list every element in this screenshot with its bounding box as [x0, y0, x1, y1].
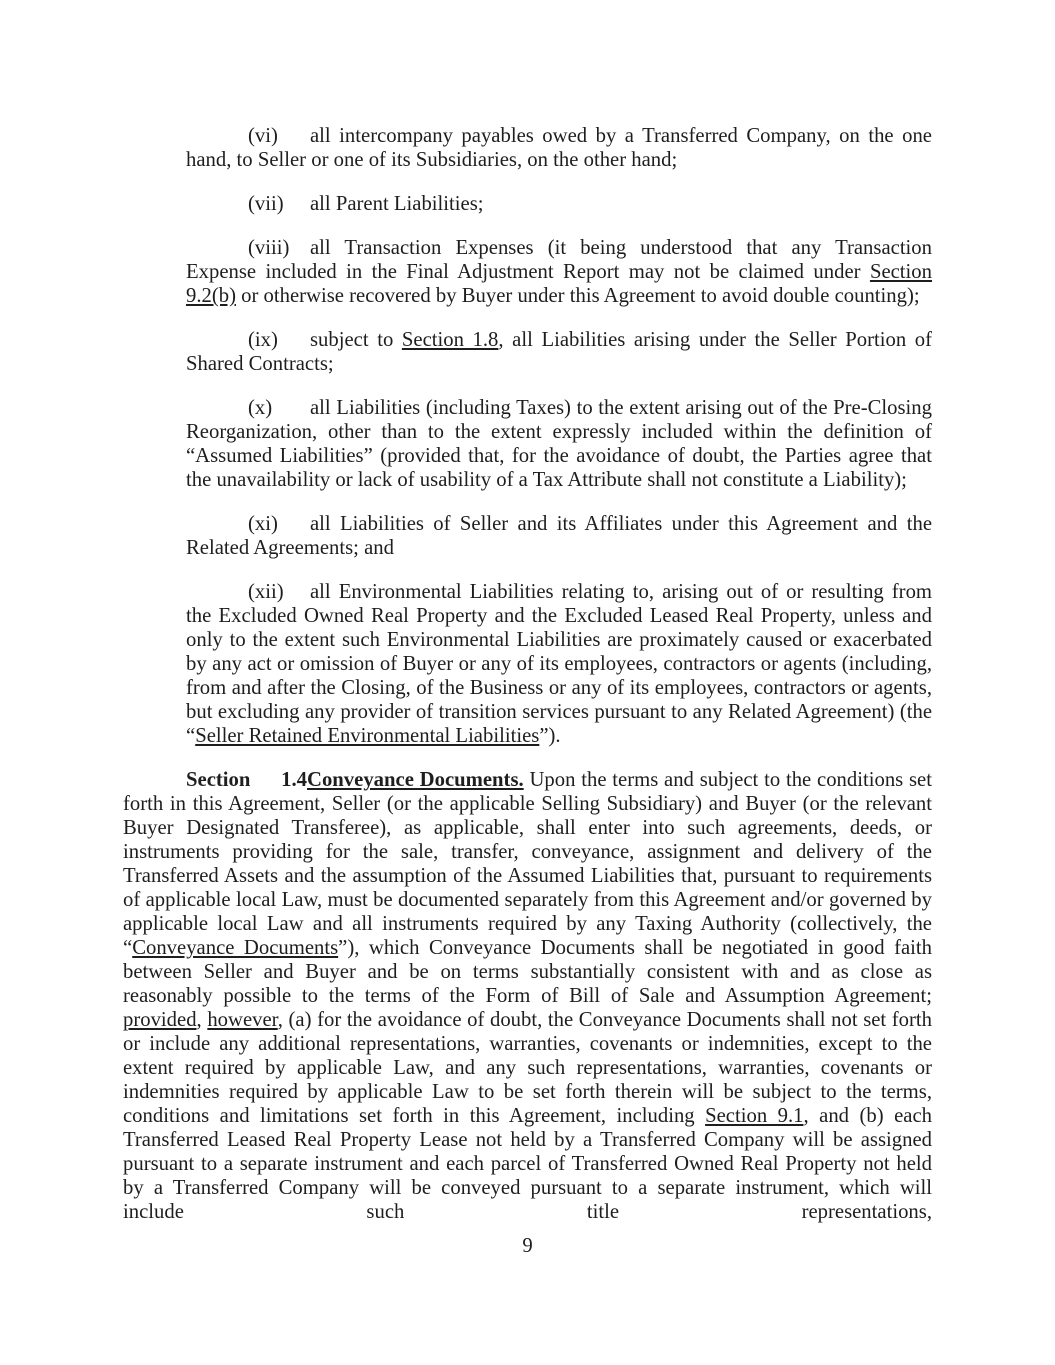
section-1-4-paragraph [123, 768, 932, 1224]
list-item-text: all Transaction Expenses (it being understood that any Transaction Expense included in the Final Adjustment Report may not be claimed under Section 9.2(b) or otherwise recovered by Buyer under this Agreement to avoid double counting); [186, 237, 932, 307]
list-item-number: (vii) [248, 193, 284, 215]
list-item-number: (x) [248, 397, 273, 419]
list-item-vii [186, 192, 932, 216]
page-number: 9 [522, 1235, 533, 1257]
list-item-text: subject to Section 1.8, all Liabilities arising under the Seller Portion of Shared Contracts; [186, 329, 932, 375]
section-text: Conveyance Documents. Upon the terms and subject to the conditions set forth in this Agreement, Seller (or the applicable Selling Subsidiary) and Buyer (or the relevant Buyer Designated Transferee), as applicable, shall enter into such agreements, deeds, or instruments providing for the sale, transfer, conveyance, assignment and delivery of the Transferred Assets and the assumption of the Assumed Liabilities that, pursuant to requirements of applicable local Law, must be documented separately from this Agreement and/or governed by applicable local Law and all instruments required by any Taxing Authority (collectively, the “Conveyance Documents”), which Conveyance Documents shall be negotiated in good faith between Seller and Buyer and be on terms substantially consistent with and as close as reasonably possible to the terms of the Form of Bill of Sale and Assumption Agreement; provided, however, (a) for the avoidance of doubt, the Conveyance Documents shall not set forth or include any additional representations, warranties, covenants or indemnities, except to the extent required by applicable Law, and any such representations, warranties, covenants or indemnities required by applicable Law to be set forth therein will be subject to the terms, conditions and limitations set forth in this Agreement, including Section 9.1, and (b) each Transferred Leased Real Property Lease not held by a Transferred Company will be assigned pursuant to a separate instrument and each parcel of Transferred Owned Real Property not held by a Transferred Company will be conveyed pursuant to a separate instrument, which will include such title representations, [123, 769, 932, 1223]
list-item-number: (vi) [248, 125, 278, 147]
list-item-xi [186, 512, 932, 560]
list-item-text: all Environmental Liabilities relating to, arising out of or resulting from the Excluded Owned Real Property and the Excluded Leased Real Property, unless and only to the extent such Environmental Liabilities are proximately caused or exacerbated by any act or omission of Buyer or any of its employees, contractors or agents (including, from and after the Closing, of the Business or any of its employees, contractors or agents, but excluding any provider of transition services pursuant to any Related Agreement) (the “Seller Retained Environmental Liabilities”). [186, 581, 932, 747]
list-item-text: all Liabilities (including Taxes) to the extent arising out of the Pre-Closing Reorganization, other than to the extent expressly included within the definition of “Assumed Liabilities” (provided that, for the avoidance of doubt, the Parties agree that the unavailability or lack of usability of a Tax Attribute shall not constitute a Liability); [186, 397, 932, 491]
list-item-text: all Parent Liabilities; [310, 193, 484, 215]
list-item-viii [186, 236, 932, 308]
list-item-x [186, 396, 932, 492]
list-item-number: (ix) [248, 329, 278, 351]
list-item-xii [186, 580, 932, 748]
section-number: Section 1.4 [186, 769, 307, 791]
list-item-number: (xi) [248, 513, 278, 535]
list-item-text: all Liabilities of Seller and its Affiliates under this Agreement and the Related Agreements; and [186, 513, 932, 559]
list-item-number: (xii) [248, 581, 284, 603]
page-footer [123, 1234, 932, 1258]
list-item-vi [186, 124, 932, 172]
list-item-number: (viii) [248, 237, 290, 259]
list-item-ix [186, 328, 932, 376]
list-item-text: all intercompany payables owed by a Transferred Company, on the one hand, to Seller or one of its Subsidiaries, on the other hand; [186, 125, 932, 171]
